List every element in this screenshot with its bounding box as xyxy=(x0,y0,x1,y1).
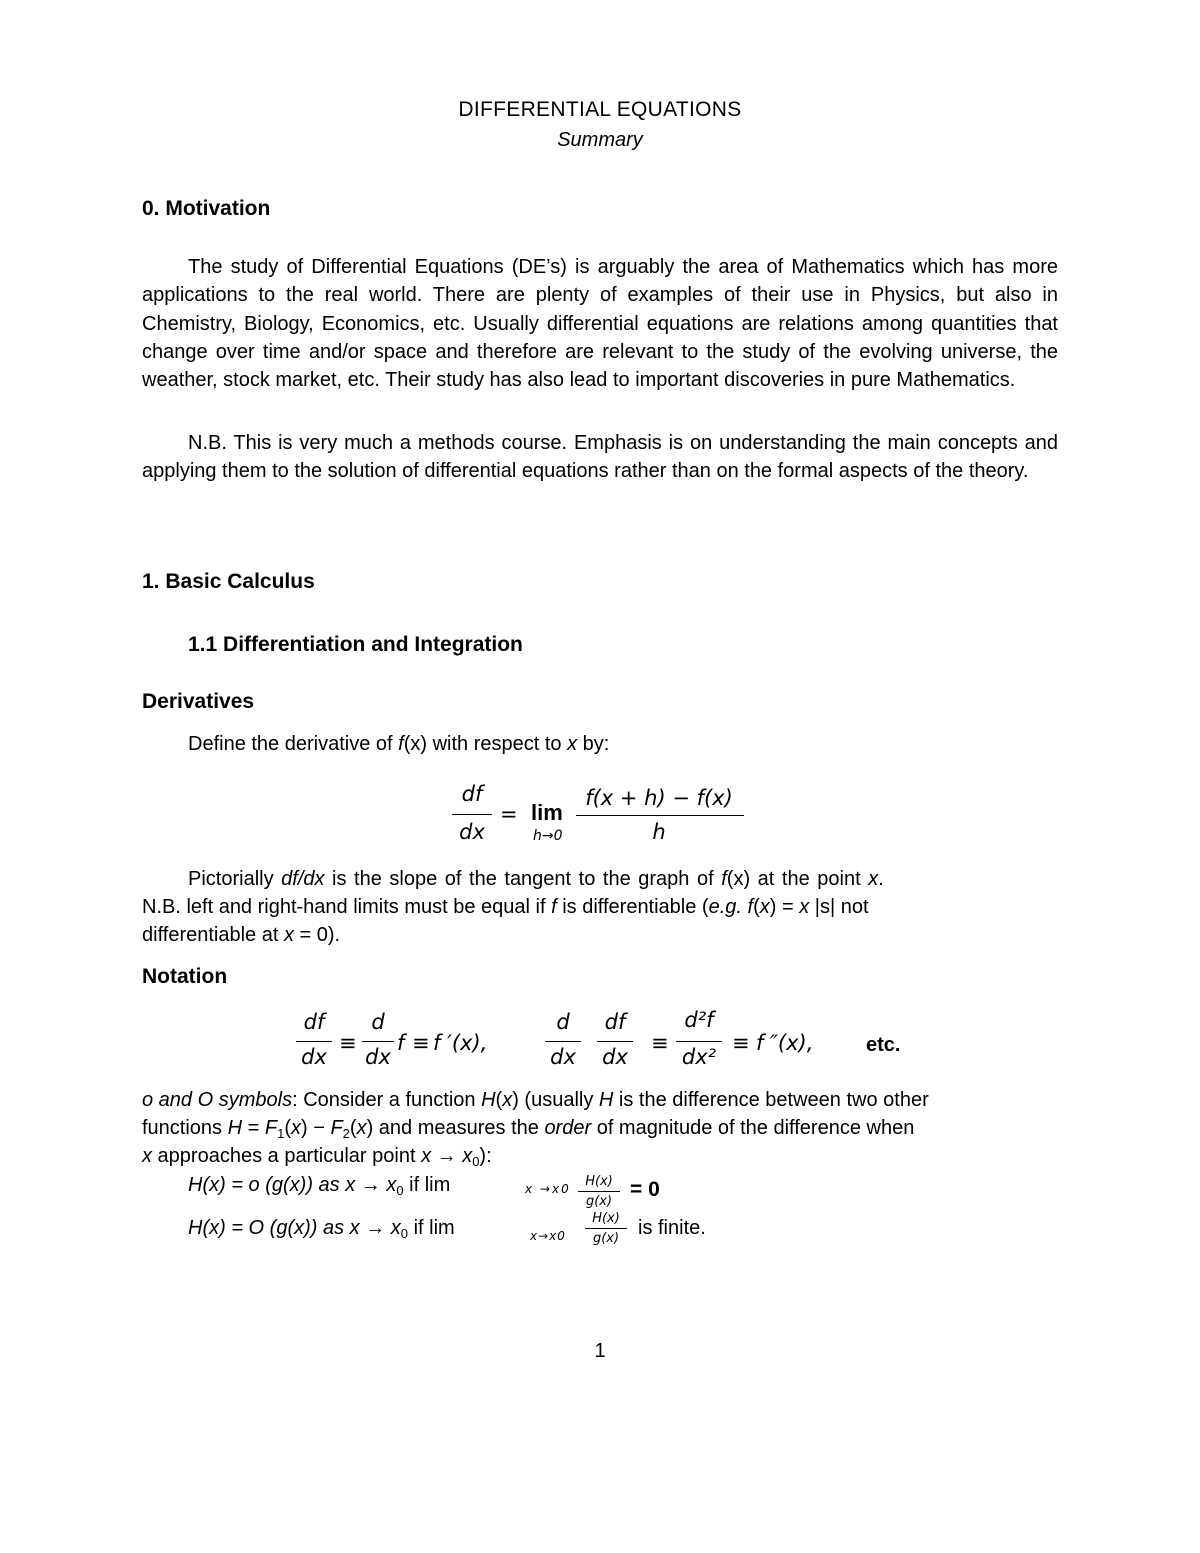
n-bar-2 xyxy=(362,1041,394,1042)
lo-bar xyxy=(578,1191,620,1192)
bo-if: if lim xyxy=(408,1217,455,1239)
o-symbols-line-1 xyxy=(142,1089,929,1112)
n-df-2: df xyxy=(604,1010,626,1034)
o2-g: of magnitude of the difference when xyxy=(591,1117,915,1139)
o2-x1: x xyxy=(290,1117,301,1139)
pict2-b: is differentiable ( xyxy=(556,896,709,918)
subsection-heading-differentiation: 1.1 Differentiation and Integration xyxy=(188,633,523,656)
lo-lim-subscript: x →x0 xyxy=(525,1182,571,1196)
n-bar-4 xyxy=(597,1041,633,1042)
n-d2f: d²f xyxy=(684,1008,714,1032)
n-bar-5 xyxy=(676,1041,722,1042)
n-equiv-1: ≡ xyxy=(339,1031,357,1055)
o3-b: ): xyxy=(479,1145,492,1167)
notation-heading: Notation xyxy=(142,965,228,988)
pict2-eg: e.g. xyxy=(708,896,742,918)
o1-x: x xyxy=(502,1089,513,1111)
eq-frac-bar-1 xyxy=(452,814,492,815)
n-equiv-2: ≡ xyxy=(412,1031,430,1055)
define-suffix: by: xyxy=(577,733,610,755)
n-dx-4: dx xyxy=(602,1045,628,1069)
define-x-paren: (x) xyxy=(403,733,428,755)
o2-a: functions xyxy=(142,1117,228,1139)
lo-num: H(x) xyxy=(585,1174,613,1189)
eq-numerator: f(x + h) − f(x) xyxy=(585,786,733,810)
o2-order: order xyxy=(544,1117,592,1139)
pict-f: f xyxy=(721,868,727,890)
n-dx-2: dx xyxy=(365,1045,391,1069)
o-symbols-line-2 xyxy=(142,1117,914,1141)
pict2-e: ) = xyxy=(769,896,800,918)
n-bar-3 xyxy=(545,1041,581,1042)
define-mid: with respect to xyxy=(427,733,568,755)
pictorially-line-3 xyxy=(142,924,340,947)
lo-if: if lim xyxy=(403,1174,451,1196)
o3-x0b: x xyxy=(462,1145,473,1167)
pict-x2: x xyxy=(868,868,879,890)
section-heading-motivation: 0. Motivation xyxy=(142,197,271,220)
lo-lhs: H(x) = o (g(x)) as x → x xyxy=(188,1174,397,1196)
define-x: x xyxy=(567,733,578,755)
pict-dfdx: df/dx xyxy=(281,868,325,890)
eq-frac-bar-2 xyxy=(576,815,744,816)
o2-H: H xyxy=(227,1117,243,1139)
n-d-2: d xyxy=(556,1010,570,1034)
lo-den: g(x) xyxy=(585,1194,613,1209)
pict2-f: f xyxy=(551,896,557,918)
o1-a: o and O symbols xyxy=(142,1089,293,1111)
eq-denominator: h xyxy=(652,820,666,844)
eq-df: df xyxy=(461,782,483,806)
n-df-1: df xyxy=(303,1010,325,1034)
bo-num: H(x) xyxy=(592,1211,620,1226)
motivation-paragraph-1: The study of Differential Equations (DE’s) is arguably the area of Mathematics which has more applications to the real world. There are plenty of examples of their use in Physics, but also in Chemistry, Biology, Economics, etc. Usually differential equations are relations among quantities that change over time and/or space and therefore are relevant to the study of the evolving universe, the weather, stock market, etc. Their study has also lead to important discoveries in pure Mathematics. xyxy=(142,256,1058,392)
derivatives-heading: Derivatives xyxy=(142,690,255,713)
eq-lim-subscript: h→0 xyxy=(533,828,563,844)
o1-b: : Consider a function xyxy=(292,1089,482,1111)
pict-d: . xyxy=(878,868,884,890)
o1-H2: H xyxy=(598,1089,614,1111)
bo-lim-subscript: x→x0 xyxy=(530,1229,566,1243)
pict3-b: = 0). xyxy=(293,924,341,946)
o2-e: ( xyxy=(349,1117,357,1139)
pict2-a: N.B. left and right-hand limits must be equal if xyxy=(142,896,552,918)
pict-b: is the slope of the tangent to the graph of xyxy=(324,868,722,890)
n-bar-1 xyxy=(296,1041,332,1042)
o2-F2-sub: 2 xyxy=(342,1126,350,1141)
o2-F1-sub: 1 xyxy=(277,1126,285,1141)
n-dx2: dx² xyxy=(681,1045,717,1069)
n-fdprime: f ″(x), xyxy=(756,1031,814,1055)
n-dx-1: dx xyxy=(301,1045,327,1069)
pict2-x2: x xyxy=(799,896,810,918)
o3-x: x xyxy=(142,1145,152,1167)
o3-arrow: → xyxy=(431,1145,463,1167)
o2-d: ) − xyxy=(300,1117,331,1139)
o2-f: ) and measures the xyxy=(366,1117,545,1139)
page-number: 1 xyxy=(594,1340,606,1362)
eq-dx: dx xyxy=(459,820,485,844)
pictorially-line-2 xyxy=(142,896,869,919)
n-f-1: f xyxy=(397,1031,405,1055)
bo-bar xyxy=(585,1228,627,1229)
section-heading-basic-calculus: 1. Basic Calculus xyxy=(142,570,315,593)
o1-c: ( xyxy=(495,1089,503,1111)
document-title: DIFFERENTIAL EQUATIONS xyxy=(458,98,742,121)
o1-e: is the difference between two other xyxy=(613,1089,929,1111)
document-subtitle: Summary xyxy=(557,129,643,151)
define-f: f xyxy=(398,733,404,755)
o2-F1: F xyxy=(264,1117,278,1139)
bo-line xyxy=(188,1217,455,1241)
n-equiv-4: ≡ xyxy=(732,1031,750,1055)
pictorially-line-1 xyxy=(188,868,884,891)
define-derivative-line xyxy=(188,733,609,756)
pict3-a: differentiable at xyxy=(142,924,284,946)
pict-c: at the point xyxy=(750,868,869,890)
o2-b: = xyxy=(242,1117,265,1139)
o1-d: ) (usually xyxy=(512,1089,599,1111)
n-fprime: f ′(x), xyxy=(433,1031,488,1055)
bo-den: g(x) xyxy=(592,1231,620,1246)
n-etc: etc. xyxy=(866,1034,901,1056)
pict2-x: x xyxy=(759,896,770,918)
o2-F2: F xyxy=(330,1117,343,1139)
bo-sub: 0 xyxy=(400,1226,409,1241)
lo-rhs: = 0 xyxy=(630,1178,660,1201)
n-dx-3: dx xyxy=(550,1045,576,1069)
o3-x0: x xyxy=(421,1145,432,1167)
pict2-fx: f xyxy=(747,896,754,918)
pict-a: Pictorially xyxy=(188,868,282,890)
define-prefix: Define the derivative of xyxy=(188,733,399,755)
pict-x1: (x) xyxy=(726,868,751,890)
lo-line xyxy=(188,1174,450,1198)
lo-sub: 0 xyxy=(396,1183,404,1198)
o3-a: approaches a particular point xyxy=(152,1145,422,1167)
pict2-d: ( xyxy=(753,896,760,918)
o1-H: H xyxy=(481,1089,496,1111)
n-d-1: d xyxy=(371,1010,385,1034)
pict3-x: x xyxy=(283,924,294,946)
o-symbols-line-3 xyxy=(142,1145,492,1169)
n-equiv-3: ≡ xyxy=(651,1031,669,1055)
o2-c: ( xyxy=(284,1117,291,1139)
bo-rhs: is finite. xyxy=(638,1217,706,1239)
o2-x2: x xyxy=(356,1117,367,1139)
o3-sub: 0 xyxy=(472,1154,480,1169)
eq-equals: = xyxy=(500,802,518,826)
motivation-paragraph-2: N.B. This is very much a methods course. Emphasis is on understanding the main concepts and applying them to the solution of differential equations rather than on the formal aspects of the theory. xyxy=(142,432,1058,483)
eq-lim: lim xyxy=(531,800,563,825)
pict2-g: |s| not xyxy=(809,896,869,918)
bo-lhs: H(x) = O (g(x)) as x → x xyxy=(188,1217,401,1239)
